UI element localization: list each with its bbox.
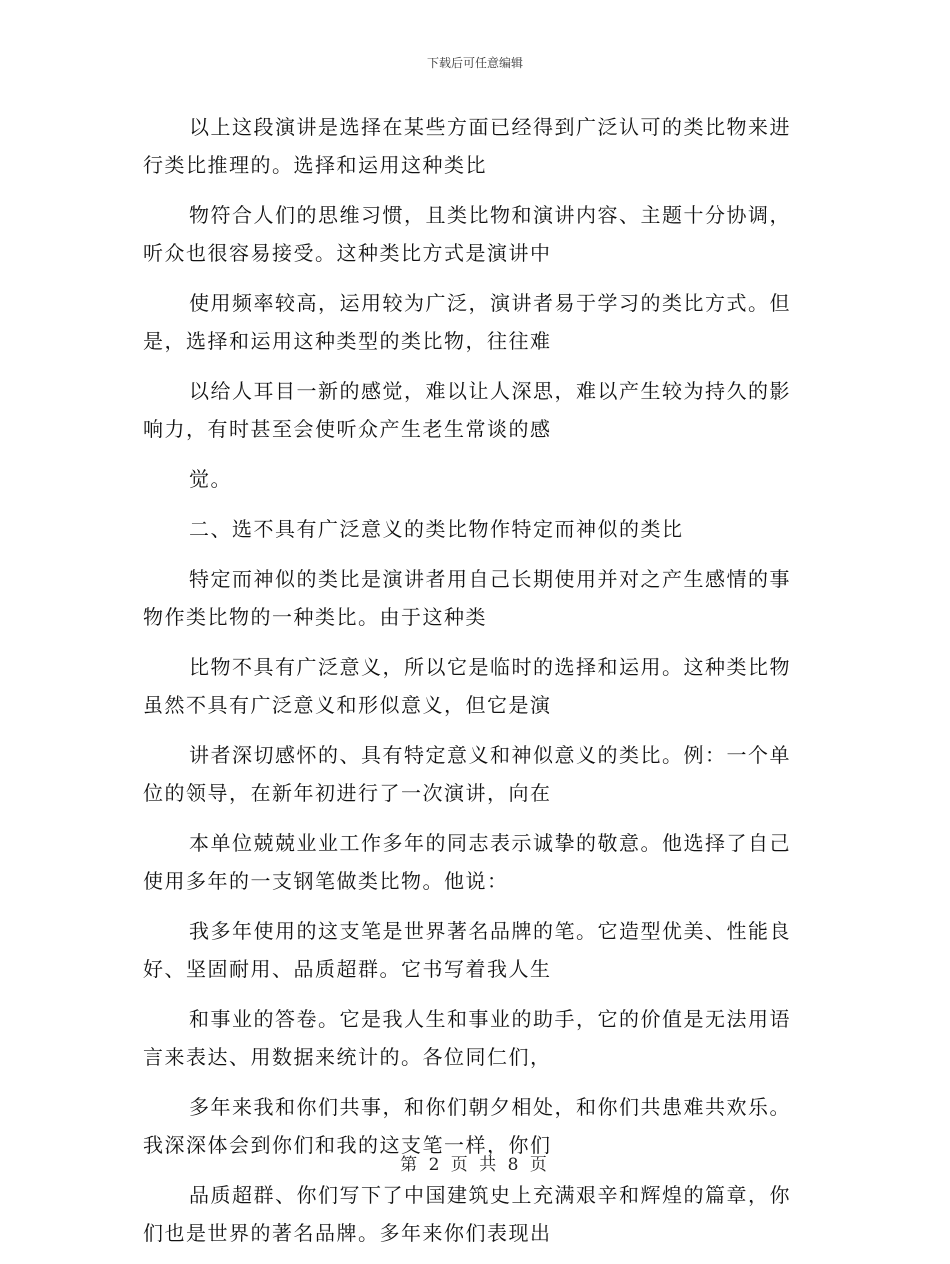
text-line: 以给人耳目一新的感觉，难以让人深思，难以产生较为持久的影	[189, 379, 791, 403]
text-line: 我深深体会到你们和我的这支笔一样，你们	[143, 1133, 552, 1157]
paragraph	[143, 912, 803, 988]
paragraph	[143, 1176, 803, 1252]
page-header: 下载后可任意编辑	[426, 56, 523, 70]
text-line: 行类比推理的。选择和运用这种类比	[143, 153, 487, 177]
paragraph	[143, 372, 803, 448]
text-line: 言来表达、用数据来统计的。各位同仁们，	[143, 1045, 552, 1069]
paragraph	[143, 648, 803, 724]
paragraph	[143, 560, 803, 636]
text-line: 使用频率较高，运用较为广泛，演讲者易于学习的类比方式。但	[189, 291, 791, 315]
text-line: 我多年使用的这支笔是世界著名品牌的笔。它造型优美、性能良	[189, 919, 791, 943]
paragraph	[143, 1000, 803, 1076]
paragraph	[143, 284, 803, 360]
text-line: 位的领导，在新年初进行了一次演讲，向在	[143, 781, 552, 805]
text-line: 们也是世界的著名品牌。多年来你们表现出	[143, 1221, 552, 1245]
text-line: 二、选不具有广泛意义的类比物作特定而神似的类比	[189, 517, 684, 541]
paragraph	[143, 736, 803, 812]
text-line: 虽然不具有广泛意义和形似意义，但它是演	[143, 693, 552, 717]
paragraph	[143, 196, 803, 272]
text-line: 响力，有时甚至会使听众产生老生常谈的感	[143, 417, 552, 441]
text-line: 品质超群、你们写下了中国建筑史上充满艰辛和辉煌的篇章，你	[189, 1183, 791, 1207]
text-line: 是，选择和运用这种类型的类比物，往往难	[143, 329, 552, 353]
text-line: 特定而神似的类比是演讲者用自己长期使用并对之产生感情的事	[189, 567, 791, 591]
paragraph	[143, 460, 803, 498]
text-line: 听众也很容易接受。这种类比方式是演讲中	[143, 241, 552, 265]
paragraph	[143, 824, 803, 900]
text-line: 讲者深切感怀的、具有特定意义和神似意义的类比。例：一个单	[189, 743, 791, 767]
text-line: 比物不具有广泛意义，所以它是临时的选择和运用。这种类比物	[189, 655, 791, 679]
text-line: 好、坚固耐用、品质超群。它书写着我人生	[143, 957, 552, 981]
text-line: 物符合人们的思维习惯，且类比物和演讲内容、主题十分协调，	[189, 203, 791, 227]
document-body	[143, 108, 803, 1264]
text-line: 物作类比物的一种类比。由于这种类	[143, 605, 487, 629]
text-line: 多年来我和你们共事，和你们朝夕相处，和你们共患难共欢乐。	[189, 1095, 791, 1119]
section-heading	[143, 510, 803, 548]
text-line: 使用多年的一支钢笔做类比物。他说：	[143, 869, 509, 893]
text-line: 觉。	[189, 467, 232, 491]
page-number: 第 2 页 共 8 页	[400, 1155, 550, 1175]
text-line: 本单位兢兢业业工作多年的同志表示诚挚的敬意。他选择了自己	[189, 831, 791, 855]
text-line: 和事业的答卷。它是我人生和事业的助手，它的价值是无法用语	[189, 1007, 791, 1031]
text-line: 以上这段演讲是选择在某些方面已经得到广泛认可的类比物来进	[189, 115, 791, 139]
paragraph	[143, 108, 803, 184]
